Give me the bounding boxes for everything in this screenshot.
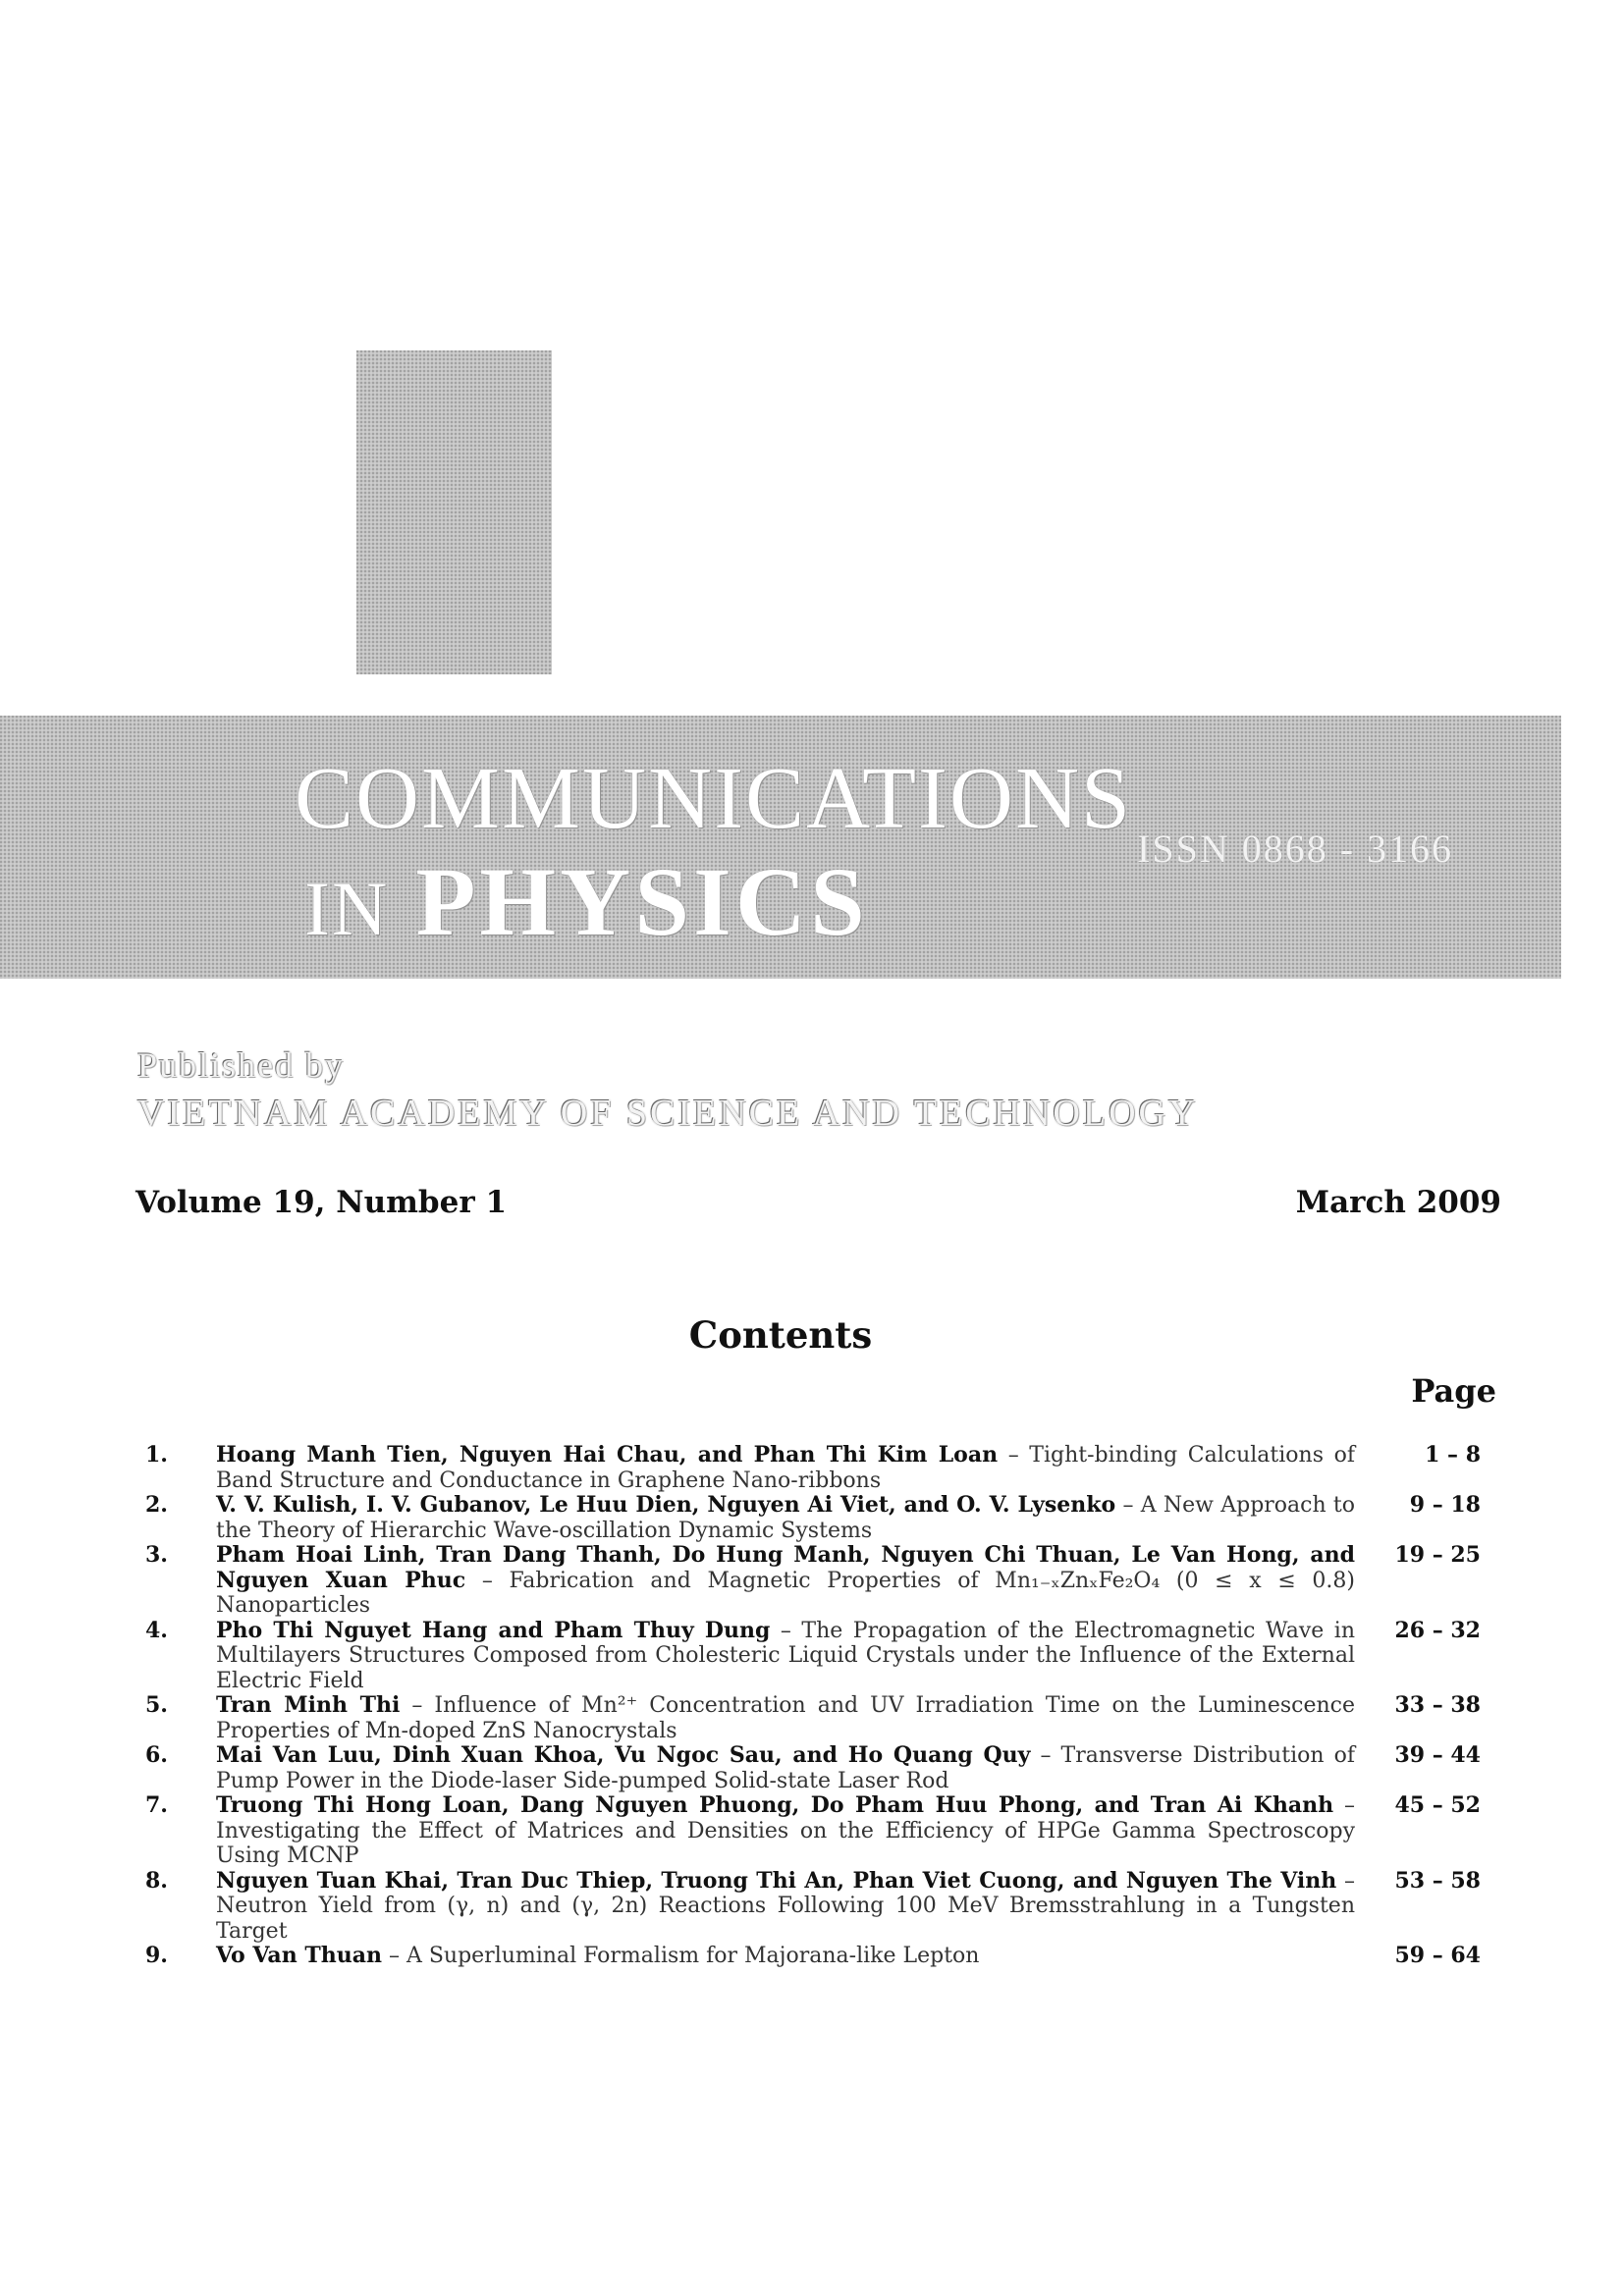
entry-text <box>216 1869 1355 1945</box>
entry-text <box>216 1743 1355 1793</box>
table-row <box>145 1619 1508 1694</box>
published-by-label: Published by <box>137 1045 346 1085</box>
entry-text <box>216 1693 1355 1743</box>
entry-text <box>216 1443 1355 1493</box>
entry-authors: Tran Minh Thi <box>216 1692 401 1718</box>
entry-title: A New Approach to the Theory of Hierarchic Wave-oscillation Dynamic Systems <box>216 1493 1355 1543</box>
entry-number: 7. <box>145 1792 168 1818</box>
entry-separator: – <box>998 1443 1030 1468</box>
entry-number: 4. <box>145 1617 168 1643</box>
entry-separator: – <box>770 1618 802 1643</box>
entry-title: Investigating the Effect of Matrices and Densities on the Efficiency of HPGe Gamma Spectroscopy Using MCNP <box>216 1818 1355 1868</box>
entry-pages: 26 – 32 <box>1394 1617 1481 1643</box>
entry-separator: – <box>1336 1868 1356 1894</box>
entry-number: 1. <box>145 1442 168 1468</box>
entry-separator: – <box>400 1693 435 1718</box>
entry-pages: 53 – 58 <box>1394 1867 1481 1894</box>
entry-title: A Superluminal Formalism for Majorana-like Lepton <box>406 1944 980 1968</box>
entry-separator: – <box>465 1568 510 1593</box>
entry-title: Neutron Yield from (γ, n) and (γ, 2n) Reactions Following 100 MeV Bremsstrahlung in a Tungsten Target <box>216 1894 1355 1944</box>
entry-text <box>216 1493 1355 1543</box>
table-row <box>145 1693 1508 1743</box>
entry-authors: Hoang Manh Tien, Nguyen Hai Chau, and Phan Thi Kim Loan <box>216 1442 999 1468</box>
entry-text <box>216 1793 1355 1869</box>
entry-pages: 45 – 52 <box>1394 1792 1481 1818</box>
entry-pages: 59 – 64 <box>1394 1943 1481 1968</box>
entry-pages: 1 – 8 <box>1425 1442 1481 1468</box>
table-row <box>145 1793 1508 1869</box>
entry-authors: Truong Thi Hong Loan, Dang Nguyen Phuong, Do Pham Huu Phong, and Tran Ai Khanh <box>216 1792 1334 1818</box>
issn-number: ISSN 0868 - 3166 <box>1137 827 1454 871</box>
journal-title-line-1: COMMUNICATIONS <box>295 750 1133 847</box>
entry-number: 2. <box>145 1492 168 1518</box>
journal-title-physics: PHYSICS <box>415 847 869 956</box>
entry-pages: 9 – 18 <box>1409 1492 1481 1518</box>
entry-number: 9. <box>145 1943 168 1968</box>
table-row <box>145 1869 1508 1945</box>
entry-title: Fabrication and Magnetic Properties of Mn₁₋ₓZnₓFe₂O₄ (0 ≤ x ≤ 0.8) Nanoparticles <box>216 1568 1355 1618</box>
entry-separator: – <box>1115 1493 1141 1518</box>
entry-number: 6. <box>145 1742 168 1768</box>
contents-heading: Contents <box>688 1313 873 1357</box>
entry-authors: V. V. Kulish, I. V. Gubanov, Le Huu Dien, Nguyen Ai Viet, and O. V. Lysenko <box>216 1492 1116 1518</box>
table-row <box>145 1944 1508 1969</box>
entry-separator: – <box>1030 1743 1061 1768</box>
cover-vertical-block <box>356 350 552 674</box>
entry-title: Transverse Distribution of Pump Power in the Diode-laser Side-pumped Solid-state Laser Rod <box>216 1743 1355 1793</box>
entry-title: The Propagation of the Electromagnetic Wave in Multilayers Structures Composed from Cholesteric Liquid Crystals under the Influence of the External Electric Field <box>216 1618 1355 1693</box>
journal-title-in: IN <box>304 866 390 951</box>
entry-title: Influence of Mn²⁺ Concentration and UV Irradiation Time on the Luminescence Properties of Mn-doped ZnS Nanocrystals <box>216 1693 1355 1743</box>
entry-text <box>216 1944 1355 1969</box>
title-banner <box>0 716 1561 979</box>
issue-date: March 2009 <box>1295 1185 1501 1220</box>
entry-title: Tight-binding Calculations of Band Structure and Conductance in Graphene Nano-ribbons <box>216 1443 1355 1493</box>
entry-number: 3. <box>145 1542 168 1568</box>
publisher-name: VIETNAM ACADEMY OF SCIENCE AND TECHNOLOGY <box>137 1093 1199 1134</box>
volume-number: Volume 19, Number 1 <box>135 1185 508 1220</box>
page-column-label: Page <box>1411 1372 1496 1410</box>
entry-number: 5. <box>145 1692 168 1718</box>
entry-number: 8. <box>145 1867 168 1894</box>
entry-separator: – <box>1333 1793 1355 1818</box>
entry-authors: Vo Van Thuan <box>216 1943 382 1968</box>
entry-authors: Mai Van Luu, Dinh Xuan Khoa, Vu Ngoc Sau, and Ho Quang Quy <box>216 1742 1031 1768</box>
journal-title-line-2 <box>304 847 869 958</box>
entry-pages: 33 – 38 <box>1394 1692 1481 1718</box>
entry-pages: 39 – 44 <box>1394 1742 1481 1768</box>
table-row <box>145 1743 1508 1793</box>
entry-authors: Pho Thi Nguyet Hang and Pham Thuy Dung <box>216 1617 771 1643</box>
entry-pages: 19 – 25 <box>1394 1542 1481 1568</box>
table-of-contents <box>145 1443 1508 1969</box>
entry-authors: Pham Hoai Linh, Tran Dang Thanh, Do Hung Manh, Nguyen Chi Thuan, Le Van Hong, and Nguyen Xuan Phuc <box>216 1542 1355 1593</box>
entry-text <box>216 1619 1355 1694</box>
table-row <box>145 1443 1508 1493</box>
entry-text <box>216 1543 1355 1619</box>
table-row <box>145 1543 1508 1619</box>
entry-separator: – <box>381 1944 406 1968</box>
table-row <box>145 1493 1508 1543</box>
entry-authors: Nguyen Tuan Khai, Tran Duc Thiep, Truong Thi An, Phan Viet Cuong, and Nguyen The Vinh <box>216 1867 1337 1894</box>
